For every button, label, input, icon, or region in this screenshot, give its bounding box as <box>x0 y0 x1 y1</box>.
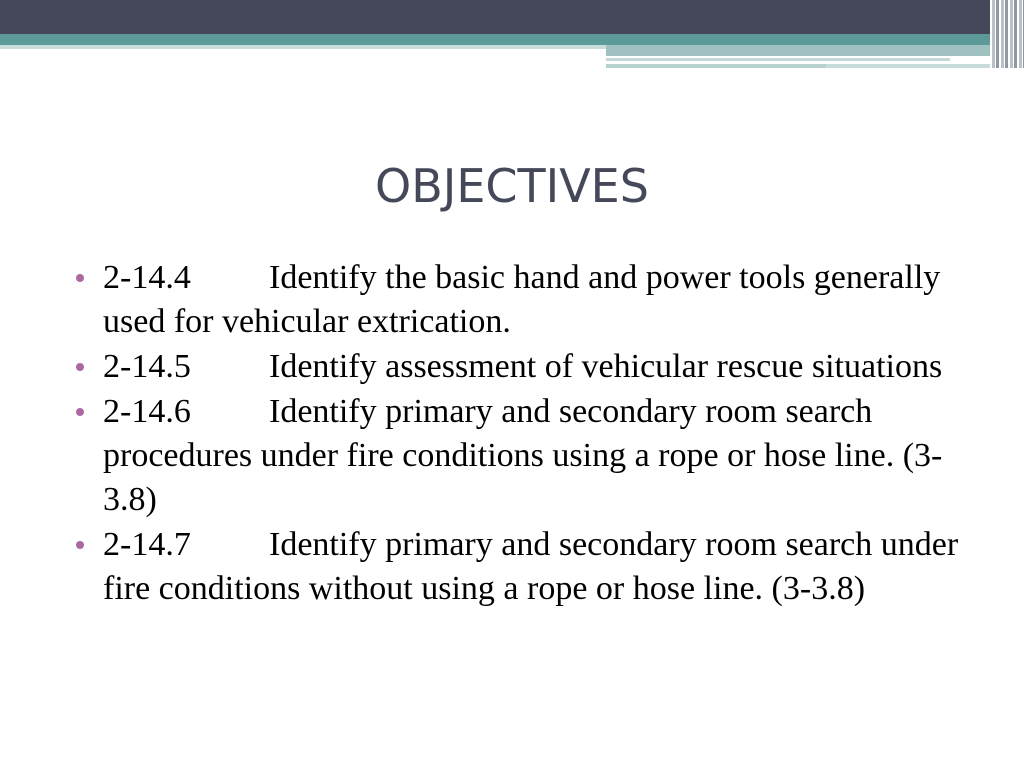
objectives-list <box>76 256 976 612</box>
header-band-tail <box>606 45 1024 56</box>
objective-code: 2-14.5 <box>103 348 191 385</box>
header-band-teal <box>0 34 1024 45</box>
header-vertical-stripes <box>990 0 1024 68</box>
objective-code: 2-14.4 <box>103 259 191 296</box>
bullet-dot-icon <box>76 274 84 282</box>
objective-text: Identify the basic hand and power tools generally used for vehicular extrication. <box>103 259 941 340</box>
objective-code: 2-14.7 <box>103 526 191 563</box>
header-band-light <box>0 45 606 49</box>
header-band-tail-line <box>606 58 950 61</box>
objective-text: Identify assessment of vehicular rescue situations <box>269 348 943 385</box>
bullet-dot-icon <box>76 363 84 371</box>
objective-item <box>76 390 976 522</box>
objective-item <box>76 345 976 389</box>
bullet-dot-icon <box>76 541 84 549</box>
objective-text: Identify primary and secondary room search procedures under fire conditions using a rope or hose line. (3-3.8) <box>103 393 943 518</box>
header-band-tail-line <box>606 64 826 68</box>
slide-title: OBJECTIVES <box>375 159 649 213</box>
objective-text: Identify primary and secondary room search under fire conditions without using a rope or hose line. (3-3.8) <box>103 526 959 607</box>
objective-item <box>76 523 976 611</box>
bullet-dot-icon <box>76 408 84 416</box>
objective-code: 2-14.6 <box>103 393 191 430</box>
objective-item <box>76 256 976 344</box>
header-band-dark <box>0 0 1024 34</box>
